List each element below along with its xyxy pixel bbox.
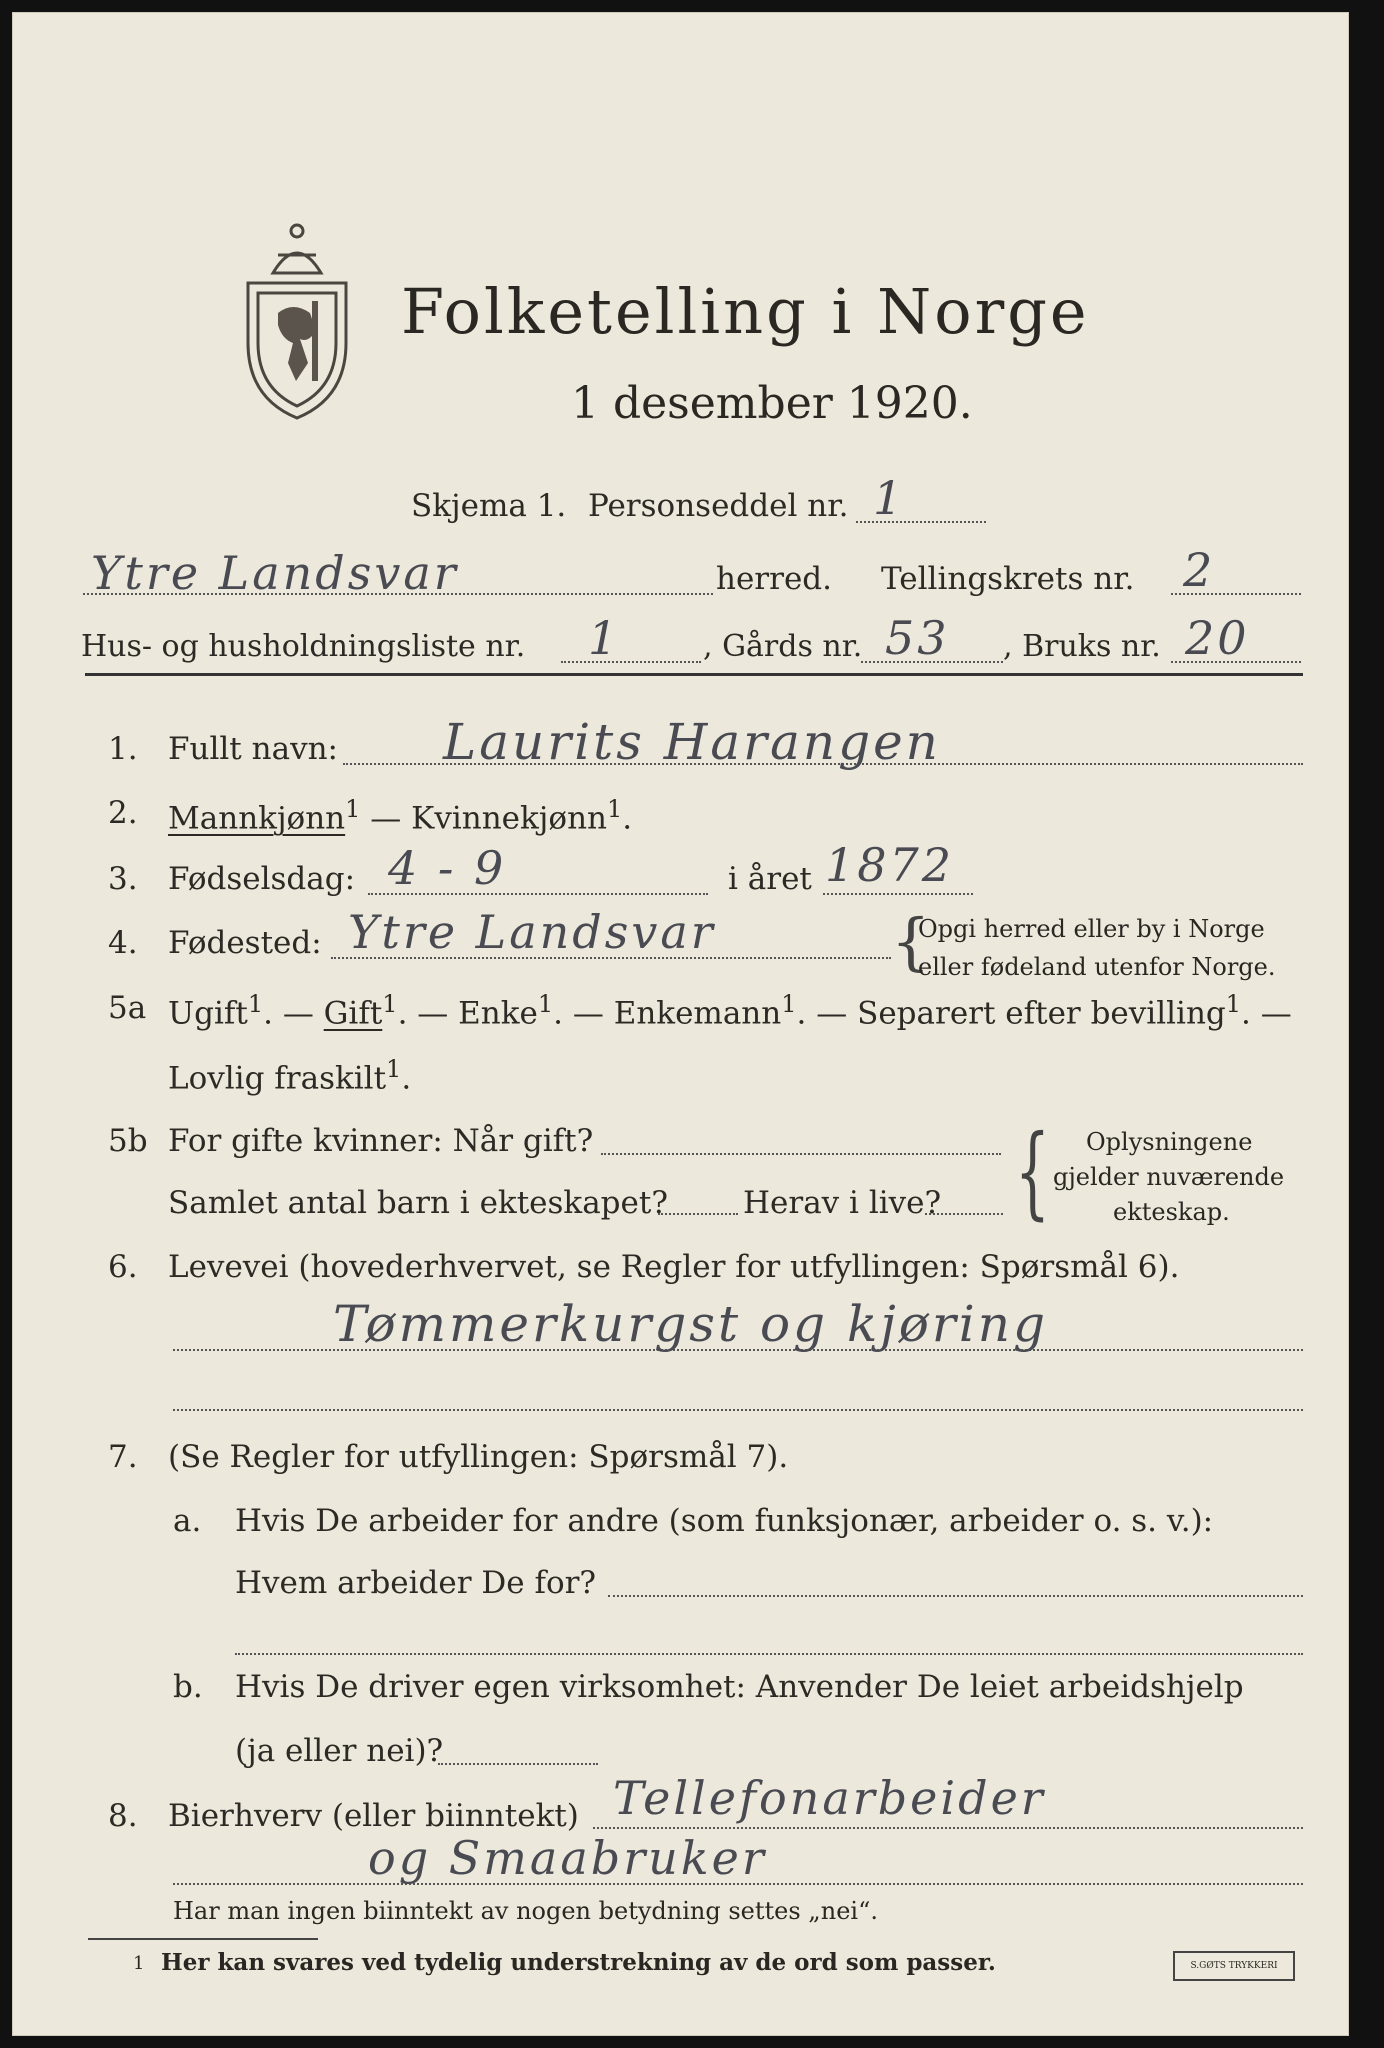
nei-note: Har man ingen biinntekt av nogen betydning settes „nei“. bbox=[173, 1897, 878, 1925]
schema-label: Skjema 1. bbox=[411, 488, 567, 524]
q1-number: 1. bbox=[108, 731, 138, 767]
footnote-mark: 1 bbox=[133, 1953, 145, 1974]
married-when-label: For gifte kvinner: Når gift? bbox=[168, 1123, 594, 1159]
hus-line bbox=[561, 661, 701, 663]
marital-enke[interactable]: Enke bbox=[458, 995, 538, 1032]
occupation-label: Levevei (hovederhvervet, se Regler for utfyllingen: Spørsmål 6). bbox=[168, 1249, 1180, 1285]
q7-label: (Se Regler for utfyllingen: Spørsmål 7). bbox=[168, 1439, 789, 1475]
q2-number: 2. bbox=[108, 795, 138, 831]
q3-label: Fødselsdag: bbox=[168, 861, 356, 897]
hired-help-label: (ja eller nei)? bbox=[235, 1733, 444, 1769]
footnote-divider bbox=[88, 1938, 318, 1940]
side-income-label: Bierhverv (eller biinntekt) bbox=[168, 1798, 579, 1834]
marital-options: Ugift$^1$. — Gift$^1$. — Enke$^1$. — Enkemann$^1$. — Separert efter bevilling$^1$. — bbox=[168, 990, 1292, 1032]
full-name-value: Laurits Harangen bbox=[443, 713, 941, 771]
year-label: i året bbox=[728, 861, 812, 897]
employer-line-2 bbox=[235, 1653, 1303, 1655]
side-income-value-1: Tellefonarbeider bbox=[613, 1771, 1046, 1825]
header-divider bbox=[85, 673, 1303, 676]
q7b-text: Hvis De driver egen virksomhet: Anvender De leiet arbeidshjelp bbox=[235, 1669, 1244, 1705]
gender-options: Mannkjønn$^1$ — Kvinnekjønn$^1$. bbox=[168, 795, 633, 837]
q7b-number: b. bbox=[173, 1669, 203, 1705]
occupation-line-2 bbox=[173, 1409, 1303, 1411]
q8-number: 8. bbox=[108, 1798, 138, 1834]
bruks-label: , Bruks nr. bbox=[1003, 629, 1161, 664]
bruks-value: 20 bbox=[1185, 611, 1250, 665]
census-form bbox=[12, 12, 1349, 2036]
children-alive-label: Herav i live? bbox=[743, 1185, 942, 1221]
printer-stamp: S.GØTS TRYKKERI bbox=[1173, 1951, 1295, 1981]
herred-label: herred. bbox=[716, 561, 832, 597]
birth-year-value: 1872 bbox=[825, 838, 955, 892]
q7a-number: a. bbox=[173, 1503, 202, 1539]
occupation-value: Tømmerkurgst og kjøring bbox=[333, 1295, 1048, 1353]
q4-label: Fødested: bbox=[168, 925, 322, 961]
marital-separert[interactable]: Separert efter bevilling bbox=[857, 995, 1226, 1032]
children-count-label: Samlet antal barn i ekteskapet? bbox=[168, 1185, 668, 1221]
form-title: Folketelling i Norge bbox=[401, 275, 1090, 348]
q5b-number: 5b bbox=[108, 1123, 148, 1159]
marriage-note-1: Oplysningene bbox=[1086, 1128, 1253, 1156]
q6-number: 6. bbox=[108, 1249, 138, 1285]
marriage-brace: { bbox=[1015, 1113, 1050, 1230]
hired-help-line bbox=[438, 1763, 598, 1765]
gards-value: 53 bbox=[885, 611, 950, 665]
marital-fraskilt-row: Lovlig fraskilt$^1$. bbox=[168, 1055, 412, 1097]
q1-label: Fullt navn: bbox=[168, 731, 338, 767]
footnote-text: Her kan svares ved tydelig understrekning av de ord som passer. bbox=[161, 1949, 996, 1976]
norway-coat-of-arms-icon bbox=[238, 213, 356, 423]
tellingskrets-label: Tellingskrets nr. bbox=[881, 561, 1135, 597]
children-alive-line bbox=[925, 1213, 1003, 1215]
year-line bbox=[823, 893, 973, 895]
personseddel-value: 1 bbox=[873, 471, 906, 525]
herred-value: Ytre Landsvar bbox=[91, 546, 459, 600]
q3-number: 3. bbox=[108, 861, 138, 897]
marriage-note-3: ekteskap. bbox=[1113, 1198, 1230, 1226]
gender-male[interactable]: Mannkjønn bbox=[168, 800, 346, 837]
children-count-line bbox=[658, 1213, 738, 1215]
birthplace-brace: { bbox=[891, 905, 931, 978]
marriage-note-2: gjelder nuværende bbox=[1053, 1163, 1285, 1191]
q5a-number: 5a bbox=[108, 990, 147, 1026]
side-income-value-2: og Smaabruker bbox=[368, 1831, 767, 1885]
side-income-line-1 bbox=[593, 1827, 1303, 1829]
marital-fraskilt[interactable]: Lovlig fraskilt bbox=[168, 1060, 387, 1097]
birthday-value: 4 - 9 bbox=[388, 841, 507, 895]
birthplace-note-1: Opgi herred eller by i Norge bbox=[918, 915, 1265, 943]
married-when-line bbox=[601, 1153, 1001, 1155]
marital-gift[interactable]: Gift bbox=[323, 995, 383, 1032]
gender-female[interactable]: Kvinnekjønn bbox=[411, 800, 608, 837]
marital-ugift[interactable]: Ugift bbox=[168, 995, 248, 1032]
birthplace-note-2: eller fødeland utenfor Norge. bbox=[918, 953, 1276, 981]
q7a-text: Hvis De arbeider for andre (som funksjonær, arbeider o. s. v.): bbox=[235, 1503, 1214, 1539]
q7-number: 7. bbox=[108, 1439, 138, 1475]
hus-value: 1 bbox=[588, 611, 621, 665]
tellingskrets-value: 2 bbox=[1183, 543, 1216, 597]
employer-label: Hvem arbeider De for? bbox=[235, 1565, 597, 1601]
employer-line bbox=[608, 1595, 1303, 1597]
birthplace-value: Ytre Landsvar bbox=[348, 905, 716, 959]
q4-number: 4. bbox=[108, 925, 138, 961]
hus-label: Hus- og husholdningsliste nr. bbox=[81, 629, 526, 664]
marital-enkemann[interactable]: Enkemann bbox=[613, 995, 782, 1032]
personseddel-label: Personseddel nr. bbox=[588, 488, 849, 524]
census-date: 1 desember 1920. bbox=[571, 378, 973, 429]
gards-label: , Gårds nr. bbox=[703, 629, 863, 664]
